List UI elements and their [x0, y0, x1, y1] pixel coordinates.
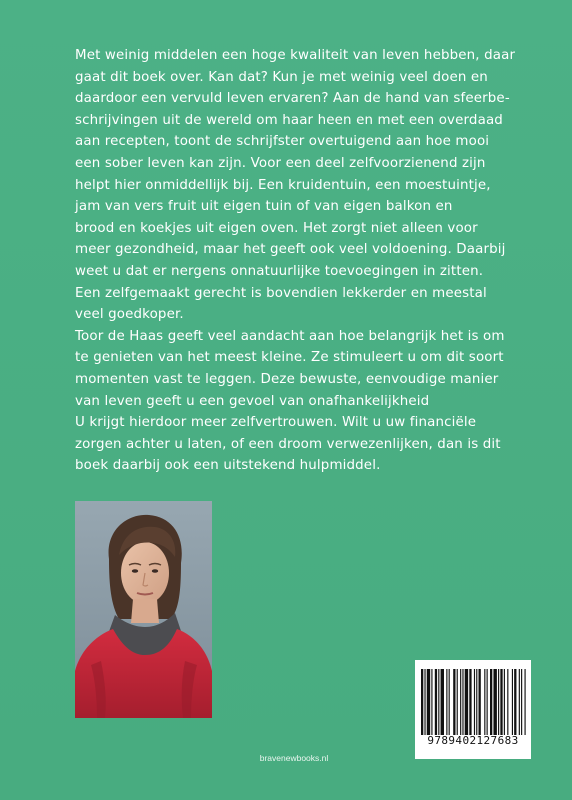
publisher-url: bravenewbooks.nl [259, 753, 329, 763]
blurb-line: aan recepten, toont de schrijfster overtuigend aan hoe mooi [75, 134, 490, 150]
blurb-line: gaat dit boek over. Kan dat? Kun je met weinig veel doen en [75, 69, 488, 85]
barcode-bar [465, 669, 468, 735]
blurb-line: boek daarbij ook een uitstekend hulpmiddel. [75, 458, 381, 474]
blurb-line: meer gezondheid, maar het geeft ook veel voldoening. Daarbij [75, 242, 506, 258]
barcode-bar [525, 669, 526, 735]
barcode-bar [462, 669, 463, 735]
blurb-line: zorgen achter u laten, of een droom verwezenlijken, dan is dit [75, 436, 501, 452]
blurb-text [75, 45, 535, 477]
barcode-bar [469, 669, 471, 735]
barcode-bar [514, 669, 516, 735]
blurb-line: veel goedkoper. [75, 307, 184, 323]
blurb-line: van leven geeft u een gevoel van onafhankelijkheid [75, 393, 430, 409]
barcode-bar [479, 669, 481, 735]
barcode-bar [441, 669, 444, 735]
barcode-bar [435, 669, 437, 735]
blurb-line: schrijvingen uit de wereld om haar heen en met een overdaad [75, 112, 503, 128]
blurb-line: momenten vast te leggen. Deze bewuste, eenvoudige manier [75, 371, 499, 387]
blurb-line: U krijgt hierdoor meer zelfvertrouwen. Wilt u uw financiële [75, 415, 477, 431]
barcode-bars [419, 669, 527, 735]
isbn-number: 9789402127683 [427, 734, 519, 747]
blurb-line: brood en koekjes uit eigen oven. Het zorgt niet alleen voor [75, 220, 478, 236]
barcode-bar [500, 669, 502, 735]
portrait-photo-icon [75, 501, 212, 718]
blurb-line: een sober leven kan zijn. Voor een deel zelfvoorzienend zijn [75, 155, 486, 171]
barcode-bar [427, 669, 430, 735]
barcode-bar [438, 669, 439, 735]
barcode-bar [493, 669, 496, 735]
barcode-bar [504, 669, 505, 735]
blurb-line: weet u dat er nergens onnatuurlijke toevoegingen in zitten. [75, 263, 484, 279]
barcode-bar [431, 669, 432, 735]
barcode-bar [449, 669, 450, 735]
isbn-barcode [415, 660, 531, 759]
barcode-bar [498, 669, 499, 735]
barcode-bar [484, 669, 485, 735]
author-photo [75, 501, 212, 718]
barcode-bar [512, 669, 513, 735]
blurb-line: daardoor een vervuld leven ervaren? Aan de hand van sfeerbe- [75, 91, 510, 107]
barcode-bar [453, 669, 455, 735]
barcode-bar [476, 669, 477, 735]
barcode-bar [487, 669, 488, 735]
barcode-bar [446, 669, 447, 735]
blurb-line: Toor de Haas geeft veel aandacht aan hoe belangrijk het is om [75, 328, 505, 344]
barcode-bar [421, 669, 423, 735]
barcode-bar [490, 669, 492, 735]
barcode-bar [519, 669, 520, 735]
barcode-bar [460, 669, 461, 735]
barcode-bar [474, 669, 475, 735]
barcode-bar [507, 669, 508, 735]
blurb-line: Met weinig middelen een hoge kwaliteit van leven hebben, daar [75, 48, 516, 63]
barcode-bar [521, 669, 522, 735]
blurb-line: jam van vers fruit uit eigen tuin of van eigen balkon en [75, 199, 453, 215]
barcode-bar [457, 669, 458, 735]
blurb-line: te genieten van het meest kleine. Ze stimuleert u om dit soort [75, 350, 504, 366]
blurb-line: helpt hier onmiddellijk bij. Een kruidentuin, een moestuintje, [75, 177, 491, 193]
barcode-bar [424, 669, 425, 735]
blurb-line: Een zelfgemaakt gerecht is bovendien lekkerder en meestal [75, 285, 487, 301]
